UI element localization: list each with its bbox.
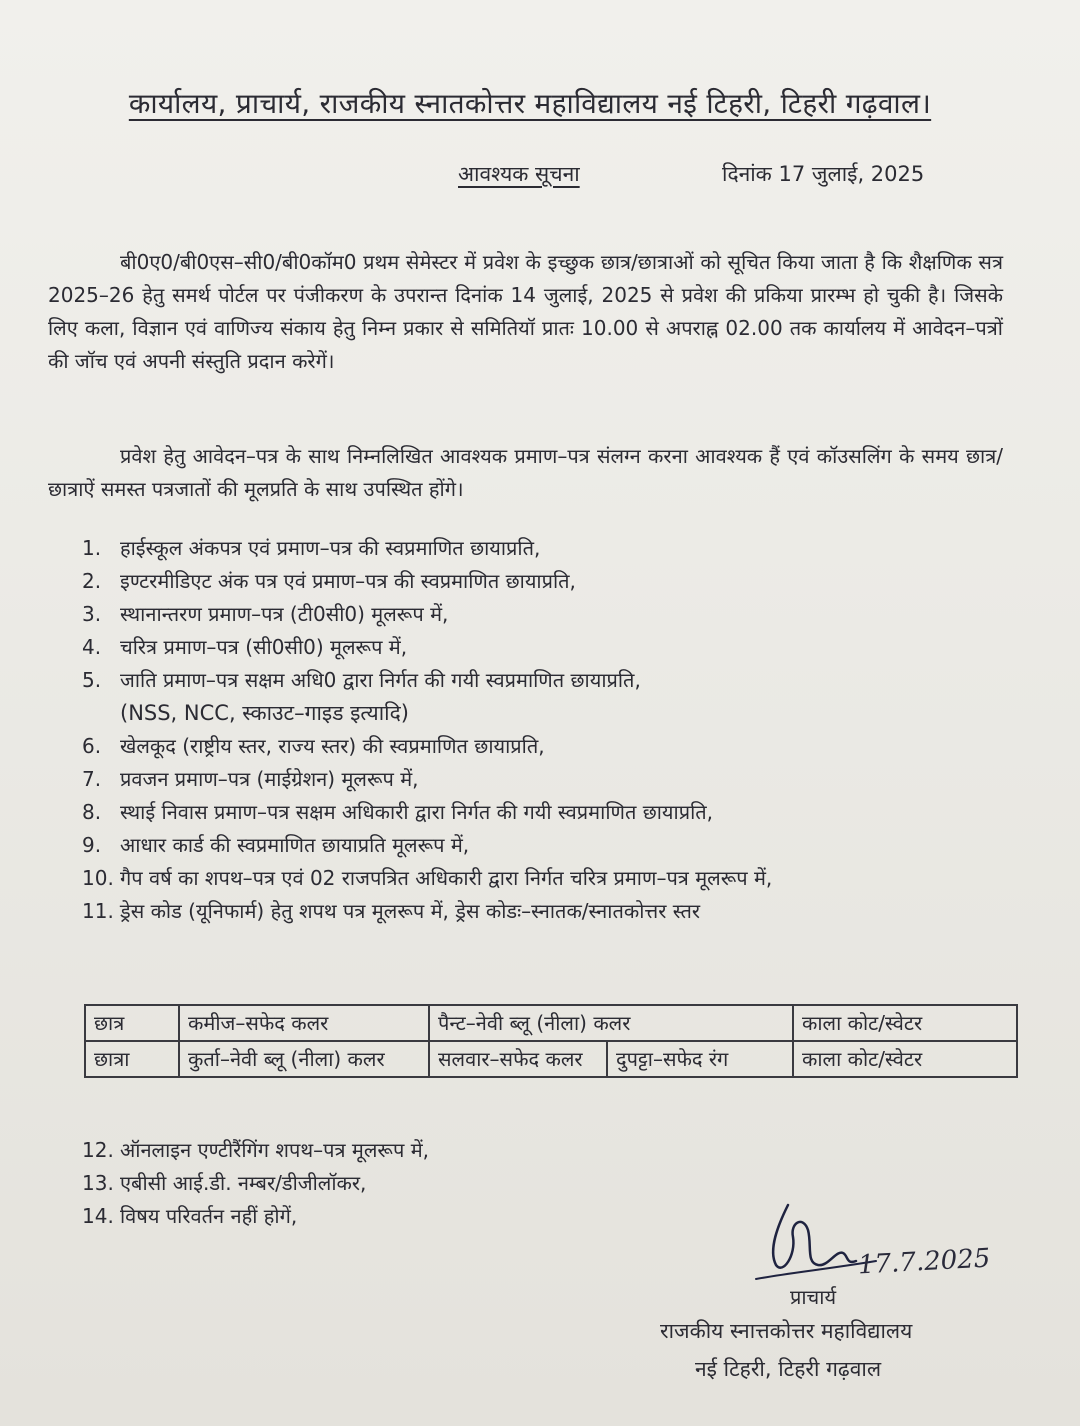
male-coat: काला कोट/स्वेटर	[793, 1005, 1017, 1041]
list-item: 10. गैप वर्ष का शपथ–पत्र एवं 02 राजपत्रित अधिकारी द्वारा निर्गत चरित्र प्रमाण–पत्र मूलरूप में,	[82, 866, 773, 890]
list-item: 13. एबीसी आई.डी. नम्बर/डीजीलॉकर,	[82, 1171, 367, 1195]
principal-designation: प्राचार्य	[790, 1285, 837, 1309]
list-item: 4. चरित्र प्रमाण–पत्र (सी0सी0) मूलरूप में,	[82, 635, 408, 659]
list-item-note: (NSS, NCC, स्काउट–गाइड इत्यादि)	[120, 701, 409, 725]
list-item: 6. खेलकूद (राष्ट्रीय स्तर, राज्य स्तर) की स्वप्रमाणित छायाप्रति,	[82, 734, 545, 758]
row-label-male: छात्र	[85, 1005, 179, 1041]
list-item: 9. आधार कार्ड की स्वप्रमाणित छायाप्रति मूलरूप में,	[82, 833, 470, 857]
list-item: 11. ड्रेस कोड (यूनिफार्म) हेतु शपथ पत्र मूलरूप में, ड्रेस कोडः–स्नातक/स्नातकोत्तर स्तर	[82, 899, 701, 923]
male-pant: पैन्ट–नेवी ब्लू (नीला) कलर	[429, 1005, 793, 1041]
college-place: नई टिहरी, टिहरी गढ़वाल	[695, 1357, 882, 1381]
table-row	[85, 1041, 1017, 1077]
admission-paragraph: बी0ए0/बी0एस–सी0/बी0कॉम0 प्रथम सेमेस्टर में प्रवेश के इच्छुक छात्र/छात्राओं को सूचित किया जाता है कि शैक्षणिक सत्र 2025–26 हेतु समर्थ पोर्टल पर पंजीकरण के उपरान्त दिनांक 14 जुलाई, 2025 से प्रवेश की प्रकिया प्रारम्भ हो चुकी है। जिसके लिए कला, विज्ञान एवं वाणिज्य संकाय हेतु निम्न प्रकार से समितियॉ प्रातः 10.00 से अपराह्न 02.00 तक कार्यालय में आवेदन–पत्रों की जॉच एवं अपनी संस्तुति प्रदान करेगें।	[48, 250, 1003, 373]
notice-date: दिनांक 17 जुलाई, 2025	[722, 162, 925, 186]
signature-date: 17.7.2025	[857, 1243, 992, 1281]
list-item: 14. विषय परिवर्तन नहीं होगें,	[82, 1204, 298, 1228]
female-coat: काला कोट/स्वेटर	[793, 1041, 1017, 1077]
signature-block	[650, 1195, 1030, 1415]
list-item: 2. इण्टरमीडिएट अंक पत्र एवं प्रमाण–पत्र की स्वप्रमाणित छायाप्रति,	[82, 569, 576, 593]
female-kurta: कुर्ता–नेवी ब्लू (नीला) कलर	[179, 1041, 429, 1077]
table-row	[85, 1005, 1017, 1041]
row-label-female: छात्रा	[85, 1041, 179, 1077]
list-item: 12. ऑनलाइन एण्टीरैंगिंग शपथ–पत्र मूलरूप में,	[82, 1138, 430, 1162]
list-item: 3. स्थानान्तरण प्रमाण–पत्र (टी0सी0) मूलरूप में,	[82, 602, 449, 626]
list-item: 1. हाईस्कूल अंकपत्र एवं प्रमाण–पत्र की स्वप्रमाणित छायाप्रति,	[82, 536, 541, 560]
dress-code-table	[84, 1004, 1018, 1078]
list-item: 7. प्रवजन प्रमाण–पत्र (माईग्रेशन) मूलरूप में,	[82, 767, 419, 791]
female-dupatta: दुपट्टा–सफेद रंग	[607, 1041, 793, 1077]
male-shirt: कमीज–सफेद कलर	[179, 1005, 429, 1041]
notice-subject: आवश्यक सूचना	[458, 162, 580, 186]
documents-paragraph: प्रवेश हेतु आवेदन–पत्र के साथ निम्नलिखित आवश्यक प्रमाण–पत्र संलग्न करना आवश्यक हैं एवं कॉउसलिंग के समय छात्र/छात्राऐं समस्त पत्रजातों की मूलप्रति के साथ उपस्थित होंगे।	[48, 444, 1003, 501]
female-salwar: सलवार–सफेद कलर	[429, 1041, 607, 1077]
college-name: राजकीय स्नात्तकोत्तर महाविद्यालय	[660, 1319, 913, 1343]
list-item: 8. स्थाई निवास प्रमाण–पत्र सक्षम अधिकारी द्वारा निर्गत की गयी स्वप्रमाणित छायाप्रति,	[82, 800, 714, 824]
office-title: कार्यालय, प्राचार्य, राजकीय स्नातकोत्तर महाविद्यालय नई टिहरी, टिहरी गढ़वाल।	[128, 87, 932, 120]
list-item: 5. जाति प्रमाण–पत्र सक्षम अधि0 द्वारा निर्गत की गयी स्वप्रमाणित छायाप्रति,	[82, 668, 641, 692]
documents-list	[82, 532, 992, 928]
